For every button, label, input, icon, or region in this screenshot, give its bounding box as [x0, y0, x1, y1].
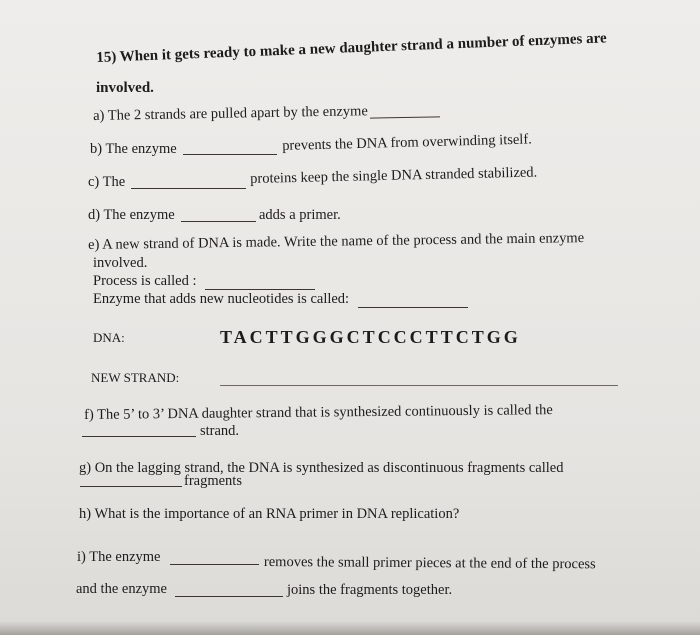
- question-j-prefix: and the enzyme: [76, 581, 167, 597]
- answer-blank-a[interactable]: [370, 116, 440, 118]
- answer-blank-new-strand[interactable]: [220, 385, 618, 386]
- question-j-suffix: joins the fragments together.: [287, 582, 453, 598]
- dna-label: DNA:: [93, 330, 125, 345]
- question-i-suffix: removes the small primer pieces at the end of the process: [263, 554, 596, 573]
- question-e-cont: involved.: [93, 255, 148, 271]
- answer-blank-g[interactable]: [80, 486, 182, 487]
- question-b-suffix: prevents the DNA from overwinding itself.: [282, 131, 533, 154]
- question-15-title: 15) When it gets ready to make a new daughter strand a number of enzymes are: [96, 30, 607, 66]
- question-f-cont: strand.: [200, 423, 240, 439]
- dna-sequence: TACTTGGGCTCCCTTCTGG: [220, 327, 521, 347]
- question-g: g) On the lagging strand, the DNA is synthesized as discontinuous fragments called: [79, 460, 564, 476]
- question-h: h) What is the importance of an RNA primer in DNA replication?: [79, 506, 460, 522]
- answer-blank-enzyme[interactable]: [358, 307, 468, 308]
- question-b-prefix: b) The enzyme: [90, 141, 177, 157]
- question-d-prefix: d) The enzyme: [88, 207, 175, 223]
- answer-blank-b[interactable]: [183, 154, 277, 155]
- answer-blank-d[interactable]: [181, 221, 256, 222]
- question-d-suffix: adds a primer.: [259, 207, 341, 223]
- question-g-cont: fragments: [184, 473, 242, 489]
- question-a: a) The 2 strands are pulled apart by the enzyme: [93, 103, 368, 124]
- answer-blank-j[interactable]: [175, 596, 283, 597]
- answer-blank-i[interactable]: [170, 564, 259, 565]
- process-label: Process is called :: [93, 273, 197, 289]
- answer-blank-c[interactable]: [131, 188, 246, 189]
- answer-blank-process[interactable]: [205, 289, 315, 290]
- question-e: e) A new strand of DNA is made. Write the name of the process and the main enzyme: [88, 230, 585, 253]
- new-strand-label: NEW STRAND:: [91, 370, 180, 385]
- question-c-suffix: proteins keep the single DNA stranded stabilized.: [250, 164, 538, 187]
- question-i-prefix: i) The enzyme: [77, 549, 161, 565]
- question-15-title-cont: involved.: [96, 80, 154, 96]
- enzyme-label: Enzyme that adds new nucleotides is called:: [93, 291, 350, 307]
- answer-blank-f[interactable]: [82, 436, 196, 437]
- question-f: f) The 5’ to 3’ DNA daughter strand that is synthesized continuously is called the: [84, 402, 553, 423]
- question-c-prefix: c) The: [88, 174, 126, 190]
